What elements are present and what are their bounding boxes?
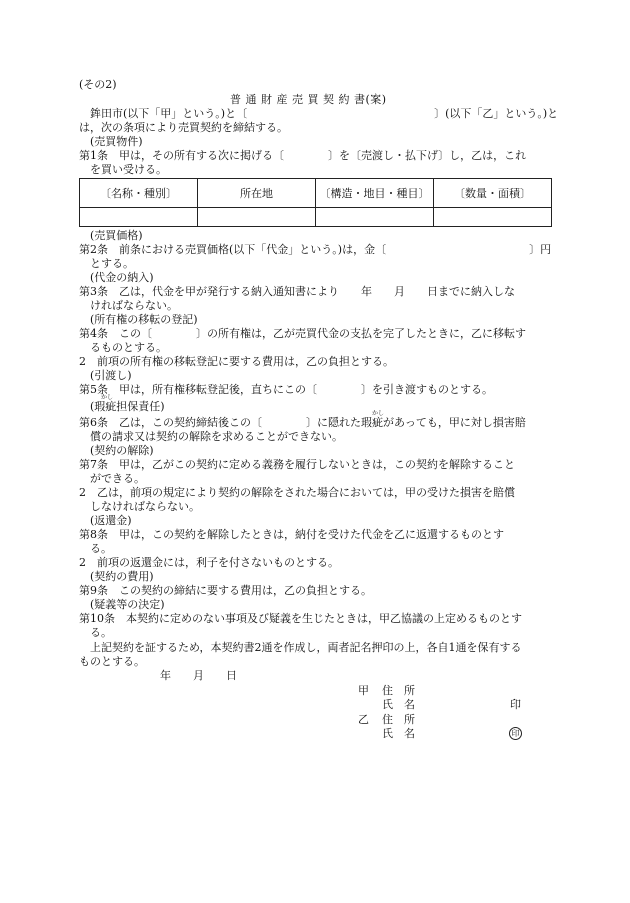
party-kou-label: 甲 xyxy=(358,684,369,697)
article-7-line-1: 第7条 甲は，乙がこの契約に定める義務を履行しないときは，この契約を解除すること xyxy=(79,458,515,471)
heading-6: (瑕疵担保責任) xyxy=(90,400,165,413)
kou-seal-mark: 印 xyxy=(510,698,521,711)
table-header-cell: 所在地 xyxy=(198,179,316,208)
table-cell xyxy=(198,208,316,227)
doc-label: (その2) xyxy=(79,78,117,91)
heading-8: (返還金) xyxy=(90,514,132,527)
article-7-line-2: ができる。 xyxy=(79,472,145,485)
kou-address-label: 住 所 xyxy=(382,684,415,697)
otsu-name-label: 氏 名 xyxy=(382,727,415,740)
article-8-para-2: 2 前項の返還金には，利子を付さないものとする。 xyxy=(79,556,339,569)
kou-name-label: 氏 名 xyxy=(382,698,415,711)
article-1-line-2: を買い受ける。 xyxy=(79,163,167,176)
property-table xyxy=(79,178,552,227)
ruby-kashi: かし xyxy=(101,394,114,401)
closing-line-2: ものとする。 xyxy=(79,655,145,668)
table-row xyxy=(80,208,552,227)
table-header-cell: 〔構造・地目・種目〕 xyxy=(316,179,434,208)
closing-line-1: 上記契約を証するため，本契約書2通を作成し，両者記名押印の上，各自1通を保有する xyxy=(79,641,522,654)
heading-1: (売買物件) xyxy=(90,135,143,148)
otsu-address-label: 住 所 xyxy=(382,713,415,726)
heading-7: (契約の解除) xyxy=(90,444,154,457)
table-cell xyxy=(316,208,434,227)
article-8-line-2: る。 xyxy=(79,542,112,555)
article-3-line-2: ければならない。 xyxy=(79,299,178,312)
heading-4: (所有権の移転の登記) xyxy=(90,313,198,326)
date-line: 年 月 日 xyxy=(160,669,237,682)
article-4-line-1: 第4条 この〔 〕の所有権は，乙が売買代金の支払を完了したときに，乙に移転す xyxy=(79,327,526,340)
table-cell xyxy=(434,208,552,227)
party-otsu-label: 乙 xyxy=(358,713,369,726)
intro-line-2: は，次の条項により売買契約を締結する。 xyxy=(79,121,288,134)
article-5-line-1: 第5条 甲は，所有権移転登記後，直ちにこの〔 〕を引き渡すものとする。 xyxy=(79,383,493,396)
ruby-kashi: かし xyxy=(372,410,385,417)
table-header-cell: 〔数量・面積〕 xyxy=(434,179,552,208)
article-6-line-2: 償の請求又は契約の解除を求めることができない。 xyxy=(79,430,343,443)
heading-10: (疑義等の決定) xyxy=(90,598,165,611)
article-7-para-2-line-1: 2 乙は，前項の規定により契約の解除をされた場合においては，甲の受けた損害を賠償 xyxy=(79,486,515,499)
article-2-line-2: とする。 xyxy=(79,257,134,270)
heading-3: (代金の納入) xyxy=(90,271,154,284)
table-cell xyxy=(80,208,198,227)
article-4-para-2: 2 前項の所有権の移転登記に要する費用は，乙の負担とする。 xyxy=(79,355,394,368)
article-10-line-1: 第10条 本契約に定めのない事項及び疑義を生じたときは，甲乙協議の上定めるものとす xyxy=(79,612,522,625)
article-1-line-1: 第1条 甲は，その所有する次に掲げる〔 〕を〔売渡し・払下げ〕し，乙は，これ xyxy=(79,149,527,162)
article-10-line-2: る。 xyxy=(79,626,112,639)
article-9-line-1: 第9条 この契約の締結に要する費用は，乙の負担とする。 xyxy=(79,584,372,597)
doc-title: 普 通 財 産 売 買 契 約 書(案) xyxy=(230,93,387,106)
article-4-line-2: るものとする。 xyxy=(79,341,167,354)
heading-5: (引渡し) xyxy=(90,369,132,382)
table-header-cell: 〔名称・種別〕 xyxy=(80,179,198,208)
intro-line-1: 鉾田市(以下「甲」という。)と〔 〕(以下「乙」という。)と xyxy=(79,107,559,120)
heading-9: (契約の費用) xyxy=(90,570,154,583)
article-7-para-2-line-2: しなければならない。 xyxy=(79,500,200,513)
heading-2: (売買価格) xyxy=(90,229,143,242)
table-header-row xyxy=(80,179,552,208)
article-8-line-1: 第8条 甲は，この契約を解除したときは，納付を受けた代金を乙に返還するものとす xyxy=(79,528,504,541)
article-3-line-1: 第3条 乙は，代金を甲が発行する納入通知書により 年 月 日までに納入しな xyxy=(79,285,515,298)
article-2-line-1: 第2条 前条における売買価格(以下「代金」という。)は，金〔 〕円 xyxy=(79,243,552,256)
article-6-line-1: 第6条 乙は，この契約締結後この〔 〕に隠れた瑕疵があっても，甲に対し損害賠 xyxy=(79,416,526,429)
otsu-seal-circle: 印 xyxy=(509,727,522,740)
